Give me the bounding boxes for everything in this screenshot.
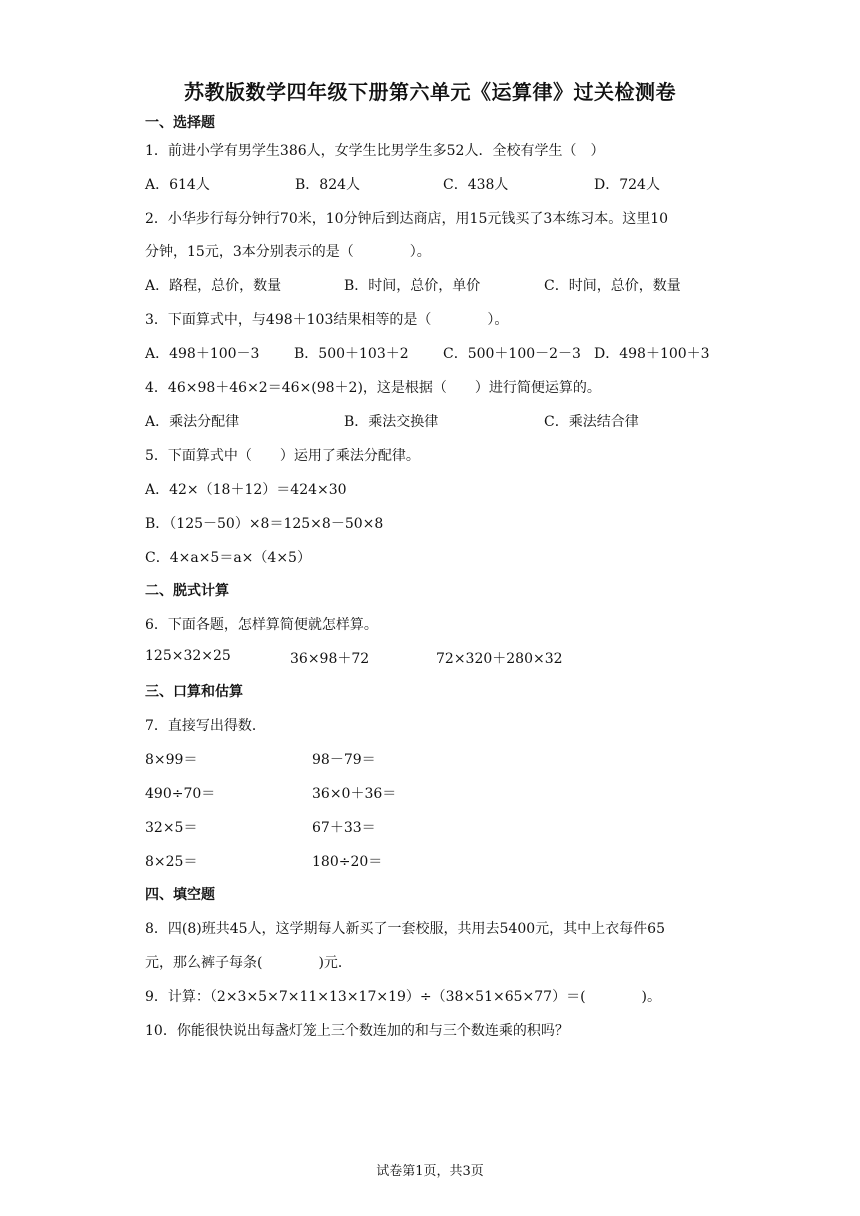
question-1-option-d: D．724人: [594, 177, 660, 193]
question-5-option-a: A．42×（18＋12）＝424×30: [145, 482, 347, 498]
question-2-stem-line-2: 分钟，15元，3本分别表示的是（ ）。: [145, 244, 431, 260]
section-heading-fill-in: 四、填空题: [145, 887, 215, 903]
question-1-option-b: B．824人: [295, 177, 361, 193]
question-4-option-c: C．乘法结合律: [544, 414, 639, 430]
question-4-option-a: A．乘法分配律: [145, 414, 240, 430]
question-3-stem: 3．下面算式中，与498＋103结果相等的是（ ）。: [145, 312, 509, 328]
section-heading-calculation: 二、脱式计算: [145, 583, 229, 599]
question-1-option-c: C．438人: [443, 177, 509, 193]
question-2-stem-line-1: 2．小华步行每分钟行70米，10分钟后到达商店，用15元钱买了3本练习本。这里10: [145, 211, 669, 227]
question-7-item: 36×0＋36＝: [312, 786, 397, 802]
question-4-option-b: B．乘法交换律: [344, 414, 439, 430]
question-1-option-a: A．614人: [145, 177, 210, 193]
question-1-stem: 1．前进小学有男学生386人，女学生比男学生多52人．全校有学生（ ）: [145, 143, 605, 159]
page-footer: 试卷第1页，共3页: [376, 1164, 484, 1179]
question-4-stem: 4．46×98＋46×2＝46×(98＋2)，这是根据（ ）进行简便运算的。: [145, 380, 601, 396]
section-heading-choice: 一、选择题: [145, 115, 215, 131]
question-5-option-b: B．（125－50）×8＝125×8－50×8: [145, 516, 384, 532]
question-6-item-2: 36×98＋72: [290, 651, 370, 667]
question-7-item: 8×25＝: [145, 854, 198, 870]
question-10: 10．你能很快说出每盏灯笼上三个数连加的和与三个数连乘的积吗？: [145, 1023, 569, 1039]
page-title: 苏教版数学四年级下册第六单元《运算律》过关检测卷: [184, 80, 676, 104]
question-5-stem: 5．下面算式中（ ）运用了乘法分配律。: [145, 448, 420, 464]
question-8-line-1: 8．四(8)班共45人，这学期每人新买了一套校服，共用去5400元，其中上衣每件65: [145, 921, 665, 937]
question-3-option-d: D．498＋100＋3: [594, 346, 710, 362]
question-7-item: 8×99＝: [145, 752, 198, 768]
question-3-option-a: A．498＋100－3: [145, 346, 260, 362]
question-7-item: 180÷20＝: [312, 854, 383, 870]
question-7-item: 67＋33＝: [312, 820, 376, 836]
question-8-line-2: 元，那么裤子每条( )元．: [145, 955, 352, 971]
question-5-option-c: C．4×a×5＝a×（4×5）: [145, 550, 311, 566]
question-2-option-c: C．时间，总价，数量: [544, 278, 681, 294]
question-7-stem: 7．直接写出得数．: [145, 718, 266, 734]
question-6-item-3: 72×320＋280×32: [436, 651, 563, 667]
question-2-option-b: B．时间，总价，单价: [344, 278, 481, 294]
question-9: 9．计算：（2×3×5×7×11×13×17×19）÷（38×51×65×77）＝( )。: [145, 989, 662, 1005]
section-heading-mental-math: 三、口算和估算: [145, 684, 243, 700]
question-6-item-1: 125×32×25: [145, 648, 231, 664]
question-7-item: 490÷70＝: [145, 786, 216, 802]
question-2-option-a: A．路程，总价，数量: [145, 278, 282, 294]
question-6-stem: 6．下面各题，怎样算简便就怎样算。: [145, 617, 378, 633]
question-7-item: 98－79＝: [312, 752, 376, 768]
question-3-option-c: C．500＋100－2－3: [443, 346, 581, 362]
question-7-item: 32×5＝: [145, 820, 198, 836]
question-3-option-b: B．500＋103＋2: [294, 346, 409, 362]
